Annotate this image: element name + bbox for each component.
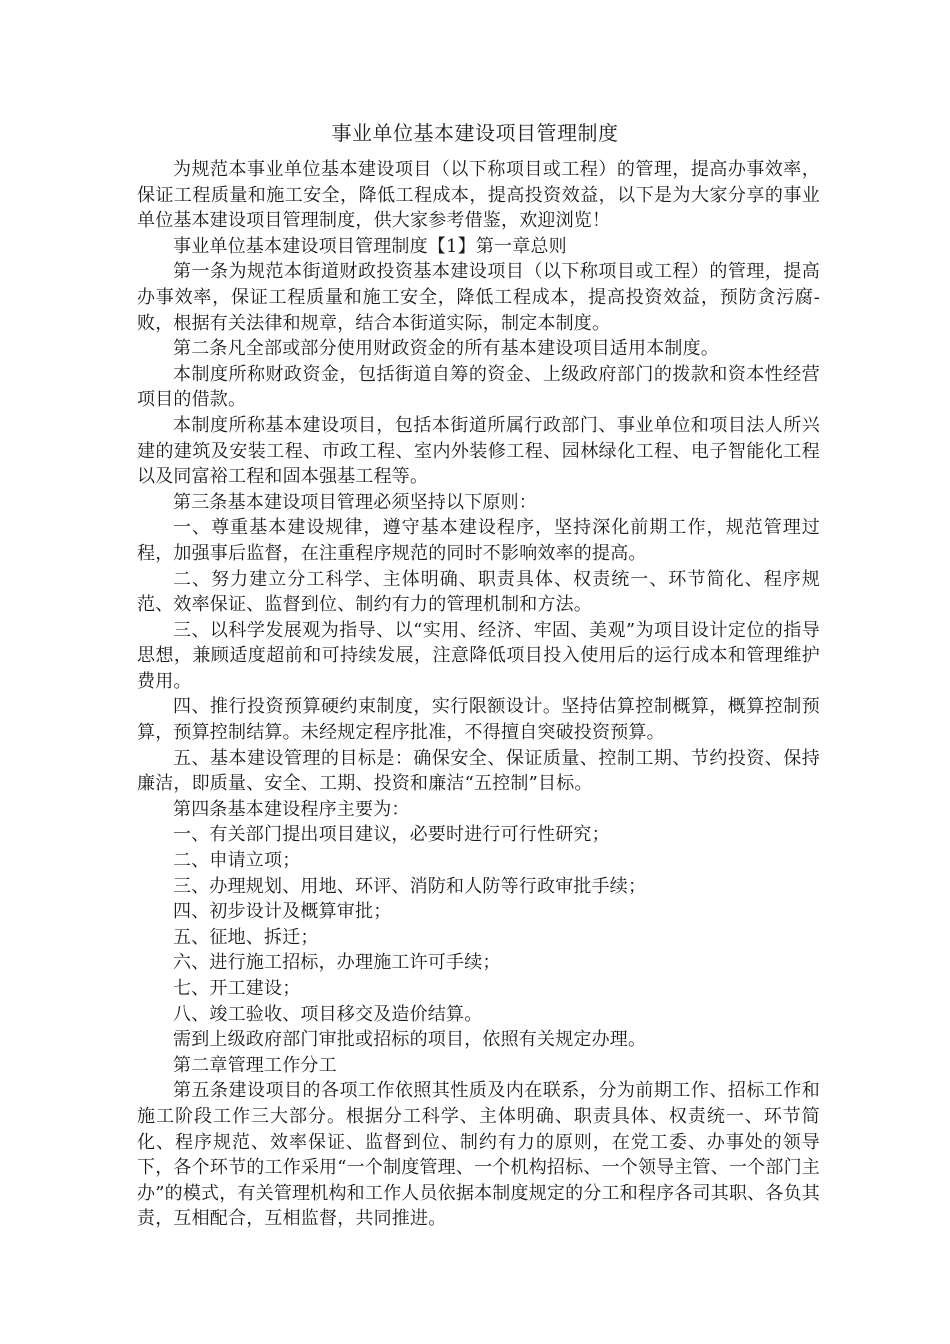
- paragraph: 二、申请立项；: [173, 850, 301, 872]
- paragraph: 第四条基本建设程序主要为：: [173, 798, 410, 820]
- paragraph: 一、有关部门提出项目建议，必要时进行可行性研究；: [173, 824, 610, 846]
- paragraph: 四、初步设计及概算审批；: [173, 901, 392, 923]
- paragraph: 二、努力建立分工科学、主体明确、职责具体、权责统一、环节简化、程序规范、效率保证、监督到位、制约有力的管理机制和方法。: [137, 568, 820, 616]
- document-body: [137, 157, 820, 1232]
- paragraph: 五、征地、拆迁；: [173, 926, 319, 948]
- paragraph: 第三条基本建设项目管理必须坚持以下原则：: [173, 491, 537, 513]
- paragraph: 事业单位基本建设项目管理制度【1】第一章总则: [173, 235, 567, 257]
- paragraph: 为规范本事业单位基本建设项目（以下称项目或工程）的管理，提高办事效率，保证工程质量和施工安全，降低工程成本，提高投资效益，以下是为大家分享的事业单位基本建设项目管理制度，供大家参考借鉴，欢迎浏览！: [137, 159, 820, 232]
- document-title: 事业单位基本建设项目管理制度: [331, 121, 619, 145]
- paragraph: 一、尊重基本建设规律，遵守基本建设程序，坚持深化前期工作，规范管理过程，加强事后监督，在注重程序规范的同时不影响效率的提高。: [137, 517, 820, 564]
- paragraph: 四、推行投资预算硬约束制度，实行限额设计。坚持估算控制概算，概算控制预算，预算控制结算。未经规定程序批准，不得擅自突破投资预算。: [137, 696, 820, 744]
- paragraph: 本制度所称财政资金，包括街道自筹的资金、上级政府部门的拨款和资本性经营项目的借款。: [137, 363, 820, 411]
- paragraph: 七、开工建设；: [173, 978, 301, 999]
- paragraph: 第一条为规范本街道财政投资基本建设项目（以下称项目或工程）的管理，提高办事效率，保证工程质量和施工安全，降低工程成本，提高投资效益，预防贪污腐-败，根据有关法律和规章，结合本街道实际，制定本制度。: [137, 261, 820, 334]
- paragraph: 需到上级政府部门审批或招标的项目，依照有关规定办理。: [173, 1029, 647, 1051]
- paragraph: 第二章管理工作分工: [173, 1054, 337, 1076]
- paragraph: 第五条建设项目的各项工作依照其性质及内在联系，分为前期工作、招标工作和施工阶段工作三大部分。根据分工科学、主体明确、职责具体、权责统一、环节简化、程序规范、效率保证、监督到位、制约有力的原则，在党工委、办事处的领导下，各个环节的工作采用“一个制度管理、一个机构招标、一个领导主管、一个部门主办”的模式，有关管理机构和工作人员依据本制度规定的分工和程序各司其职、各负其责，互相配合，互相监督，共同推进。: [137, 1080, 820, 1230]
- paragraph: 三、以科学发展观为指导、以“实用、经济、牢固、美观”为项目设计定位的指导思想，兼顾适度超前和可持续发展，注意降低项目投入使用后的运行成本和管理维护费用。: [137, 619, 820, 692]
- paragraph: 五、基本建设管理的目标是：确保安全、保证质量、控制工期、节约投资、保持廉洁，即质量、安全、工期、投资和廉洁“五控制”目标。: [137, 747, 820, 795]
- paragraph: 三、办理规划、用地、环评、消防和人防等行政审批手续；: [173, 875, 647, 897]
- paragraph: 八、竣工验收、项目移交及造价结算。: [173, 1003, 483, 1025]
- paragraph: 第二条凡全部或部分使用财政资金的所有基本建设项目适用本制度。: [173, 338, 719, 360]
- paragraph: 本制度所称基本建设项目，包括本街道所属行政部门、事业单位和项目法人所兴建的建筑及安装工程、市政工程、室内外装修工程、园林绿化工程、电子智能化工程以及同富裕工程和固本强基工程等。: [137, 414, 820, 488]
- paragraph: 六、进行施工招标，办理施工许可手续；: [173, 952, 501, 974]
